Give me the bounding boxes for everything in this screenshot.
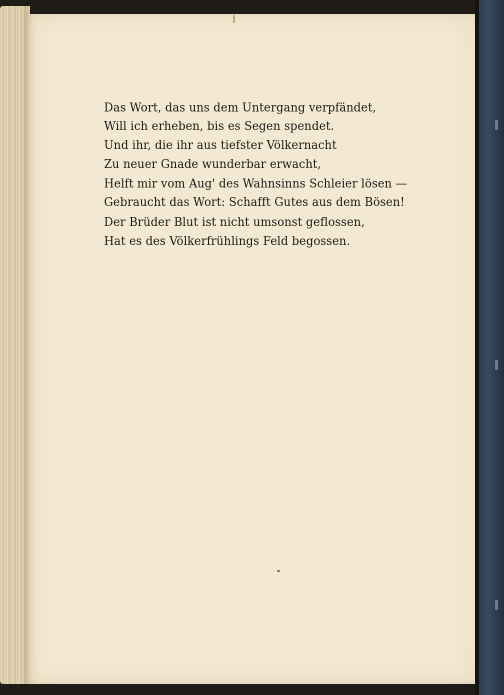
book-binding-edge xyxy=(478,0,504,695)
page-top-mark xyxy=(233,15,235,23)
poem-line: Helft mir vom Aug' des Wahnsinns Schleier lösen — xyxy=(104,176,408,191)
binding-mark xyxy=(495,600,498,610)
binding-mark xyxy=(495,360,498,370)
poem-line: Der Brüder Blut ist nicht umsonst geflossen, xyxy=(104,214,365,229)
poem-line: Und ihr, die ihr aus tiefster Völkernacht xyxy=(104,138,337,153)
binding-mark xyxy=(495,120,498,130)
poem-line: Gebraucht das Wort: Schafft Gutes aus dem Bösen! xyxy=(104,195,405,210)
paper-speck xyxy=(277,570,280,572)
poem-line: Will ich erheben, bis es Segen spendet. xyxy=(104,119,335,134)
poem-stanza xyxy=(104,98,424,251)
poem-line: Zu neuer Gnade wunderbar erwacht, xyxy=(104,157,322,172)
poem-line: Hat es des Völkerfrühlings Feld begossen. xyxy=(104,233,351,248)
poem-line: Das Wort, das uns dem Untergang verpfändet, xyxy=(104,100,377,115)
